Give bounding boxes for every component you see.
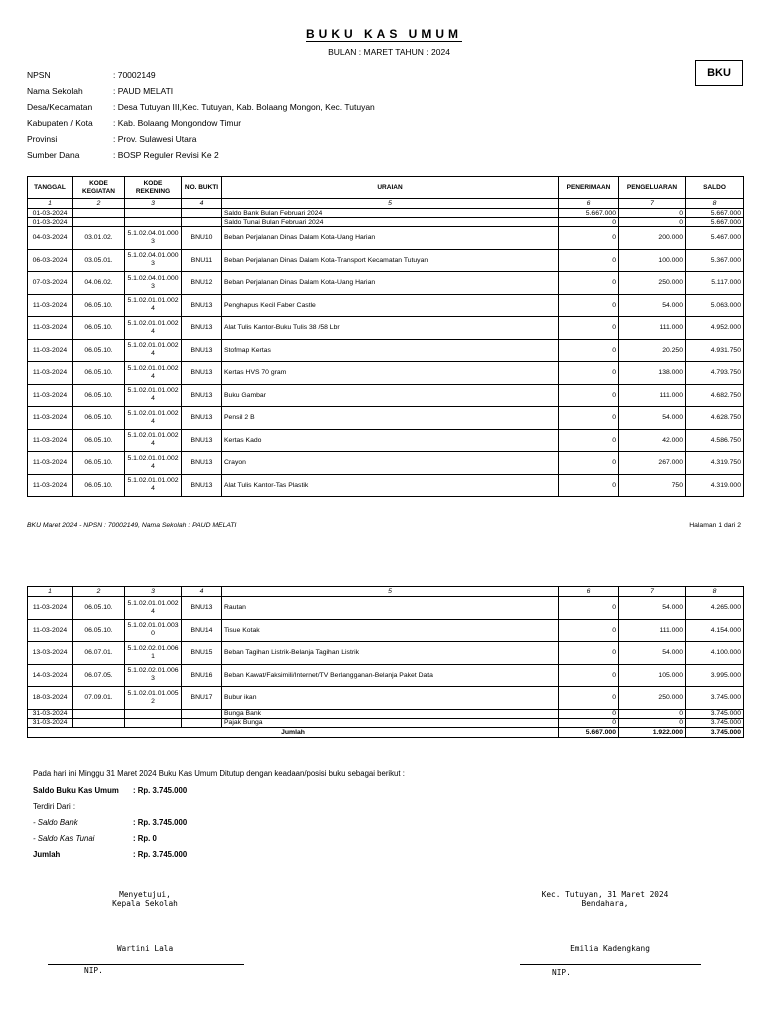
- cell-kode-rekening: 5.1.02.04.01.0003: [125, 227, 182, 250]
- cell-penerimaan: 0: [559, 362, 619, 385]
- cell-saldo: 5.467.000: [686, 227, 744, 250]
- cell-kode-rekening: 5.1.02.01.01.0024: [125, 407, 182, 430]
- cell-penerimaan: 0: [559, 597, 619, 620]
- col-header-uraian: URAIAN: [222, 177, 559, 199]
- table-row: [28, 429, 744, 452]
- cell-pengeluaran: 0: [619, 709, 686, 718]
- page-footer-left: BKU Maret 2024 - NPSN : 70002149, Nama Sekolah : PAUD MELATI: [27, 522, 237, 529]
- cell-uraian: Bubur ikan: [222, 687, 559, 710]
- table-row: [28, 209, 744, 218]
- cell-no-bukti: BNU13: [182, 452, 222, 475]
- cell-uraian: Stofmap Kertas: [222, 339, 559, 362]
- cell-pengeluaran: 0: [619, 218, 686, 227]
- cell-pengeluaran: 250.000: [619, 272, 686, 295]
- cell-kode-kegiatan: 06.05.10.: [73, 407, 125, 430]
- cell-saldo: 4.319.000: [686, 474, 744, 497]
- cell-no-bukti: BNU10: [182, 227, 222, 250]
- info-label: Nama Sekolah: [27, 86, 83, 96]
- cell-saldo: 4.265.000: [686, 597, 744, 620]
- info-label: Kabupaten / Kota: [27, 118, 93, 128]
- cell-kode-rekening: [125, 209, 182, 218]
- cell-saldo: 3.995.000: [686, 664, 744, 687]
- cell-penerimaan: 0: [559, 249, 619, 272]
- cell-tanggal: 11-03-2024: [28, 384, 73, 407]
- cell-penerimaan: 0: [559, 218, 619, 227]
- signature-line-left: [48, 964, 244, 965]
- cell-penerimaan: 0: [559, 294, 619, 317]
- cell-kode-kegiatan: 04.06.02.: [73, 272, 125, 295]
- cell-penerimaan: 0: [559, 687, 619, 710]
- cell-pengeluaran: 42.000: [619, 429, 686, 452]
- table-row: [28, 597, 744, 620]
- info-value: : Prov. Sulawesi Utara: [113, 134, 197, 144]
- cell-pengeluaran: 20.250: [619, 339, 686, 362]
- cell-kode-kegiatan: 06.05.10.: [73, 597, 125, 620]
- cell-saldo: 4.586.750: [686, 429, 744, 452]
- cell-kode-rekening: [125, 718, 182, 727]
- cell-no-bukti: BNU13: [182, 384, 222, 407]
- cell-pengeluaran: 105.000: [619, 664, 686, 687]
- cell-kode-rekening: 5.1.02.01.01.0024: [125, 452, 182, 475]
- cell-kode-kegiatan: 06.05.10.: [73, 362, 125, 385]
- cell-uraian: Kertas Kado: [222, 429, 559, 452]
- cell-tanggal: 11-03-2024: [28, 597, 73, 620]
- saldo-tunai-value: : Rp. 0: [133, 834, 157, 843]
- bku-badge: BKU: [695, 60, 743, 86]
- closing-statement: Pada hari ini Minggu 31 Maret 2024 Buku Kas Umum Ditutup dengan keadaan/posisi buku sebagai berikut :: [33, 769, 405, 778]
- cell-kode-kegiatan: 06.05.10.: [73, 339, 125, 362]
- cell-saldo: 3.745.000: [686, 718, 744, 727]
- cell-kode-kegiatan: 06.07.05.: [73, 664, 125, 687]
- cell-tanggal: 11-03-2024: [28, 619, 73, 642]
- col-header-kode-rekening: KODE REKENING: [125, 177, 182, 199]
- table-row: [28, 452, 744, 475]
- cell-saldo: 4.319.750: [686, 452, 744, 475]
- ledger-table-page-1: [27, 176, 744, 497]
- cell-kode-rekening: 5.1.02.02.01.0063: [125, 664, 182, 687]
- cell-no-bukti: BNU13: [182, 407, 222, 430]
- cell-saldo: 4.154.000: [686, 619, 744, 642]
- cell-saldo: 5.367.000: [686, 249, 744, 272]
- cell-uraian: Beban Kawat/Faksimili/Internet/TV Berlangganan-Belanja Paket Data: [222, 664, 559, 687]
- cell-saldo: 5.063.000: [686, 294, 744, 317]
- cell-no-bukti: BNU13: [182, 474, 222, 497]
- cell-saldo: 4.793.750: [686, 362, 744, 385]
- total-penerimaan: 5.667.000: [559, 727, 619, 737]
- cell-kode-rekening: 5.1.02.01.01.0024: [125, 362, 182, 385]
- table-row: [28, 407, 744, 430]
- cell-no-bukti: BNU13: [182, 339, 222, 362]
- approval-title: Kepala Sekolah: [112, 899, 178, 908]
- cell-saldo: 4.682.750: [686, 384, 744, 407]
- cell-penerimaan: 0: [559, 664, 619, 687]
- saldo-bku-value: : Rp. 3.745.000: [133, 786, 188, 795]
- cell-penerimaan: 0: [559, 429, 619, 452]
- cell-penerimaan: 0: [559, 407, 619, 430]
- table-row: [28, 664, 744, 687]
- table-row: [28, 619, 744, 642]
- total-label: Jumlah: [28, 727, 559, 737]
- cell-tanggal: 01-03-2024: [28, 218, 73, 227]
- cell-saldo: 5.117.000: [686, 272, 744, 295]
- ledger-table-page-2: [27, 586, 744, 738]
- column-number-row: 1 2 3 4 5 6 7 8: [28, 587, 744, 597]
- cell-tanggal: 31-03-2024: [28, 709, 73, 718]
- cell-penerimaan: 0: [559, 642, 619, 665]
- cell-penerimaan: 0: [559, 317, 619, 340]
- table-row: [28, 294, 744, 317]
- cell-kode-kegiatan: 06.05.10.: [73, 452, 125, 475]
- table-row: [28, 218, 744, 227]
- treasurer-title: Bendahara,: [581, 899, 629, 908]
- cell-uraian: Pajak Bunga: [222, 718, 559, 727]
- cell-uraian: Kertas HVS 70 gram: [222, 362, 559, 385]
- col-header-tanggal: TANGGAL: [28, 177, 73, 199]
- cell-kode-kegiatan: 07.09.01.: [73, 687, 125, 710]
- cell-saldo: 4.952.000: [686, 317, 744, 340]
- cell-no-bukti: [182, 718, 222, 727]
- table-row: [28, 474, 744, 497]
- cell-uraian: Alat Tulis Kantor-Tas Plastik: [222, 474, 559, 497]
- cell-pengeluaran: 200.000: [619, 227, 686, 250]
- cell-penerimaan: 0: [559, 452, 619, 475]
- table-row: [28, 249, 744, 272]
- info-label: Sumber Dana: [27, 150, 80, 160]
- cell-saldo: 4.628.750: [686, 407, 744, 430]
- cell-kode-rekening: 5.1.02.04.01.0003: [125, 272, 182, 295]
- cell-no-bukti: BNU13: [182, 597, 222, 620]
- info-value: : Kab. Bolaang Mongondow Timur: [113, 118, 242, 128]
- saldo-bank-label: - Saldo Bank: [33, 818, 78, 827]
- cell-kode-rekening: 5.1.02.01.01.0024: [125, 294, 182, 317]
- table-row: [28, 339, 744, 362]
- approval-label: Menyetujui,: [119, 890, 171, 899]
- cell-penerimaan: 0: [559, 339, 619, 362]
- cell-kode-kegiatan: [73, 718, 125, 727]
- cell-no-bukti: BNU16: [182, 664, 222, 687]
- info-label: Desa/Kecamatan: [27, 102, 93, 112]
- cell-penerimaan: 0: [559, 272, 619, 295]
- cell-kode-kegiatan: 06.05.10.: [73, 474, 125, 497]
- info-value: : 70002149: [113, 70, 156, 80]
- cell-tanggal: 11-03-2024: [28, 362, 73, 385]
- cell-tanggal: 11-03-2024: [28, 339, 73, 362]
- cell-tanggal: 13-03-2024: [28, 642, 73, 665]
- cell-penerimaan: 0: [559, 709, 619, 718]
- cell-no-bukti: BNU13: [182, 294, 222, 317]
- cell-no-bukti: BNU13: [182, 317, 222, 340]
- cell-tanggal: 07-03-2024: [28, 272, 73, 295]
- cell-kode-kegiatan: [73, 709, 125, 718]
- total-row: [28, 727, 744, 737]
- treasurer-block: [530, 890, 680, 908]
- col-header-pengeluaran: PENGELUARAN: [619, 177, 686, 199]
- cell-uraian: Beban Perjalanan Dinas Dalam Kota-Uang Harian: [222, 272, 559, 295]
- cell-kode-rekening: [125, 218, 182, 227]
- cell-saldo: 4.931.750: [686, 339, 744, 362]
- cell-kode-kegiatan: 06.05.10.: [73, 317, 125, 340]
- cell-uraian: Alat Tulis Kantor-Buku Tulis 38 /58 Lbr: [222, 317, 559, 340]
- cell-uraian: Buku Gambar: [222, 384, 559, 407]
- cell-penerimaan: 0: [559, 384, 619, 407]
- cell-uraian: Beban Tagihan Listrik-Belanja Tagihan Listrik: [222, 642, 559, 665]
- cell-penerimaan: 0: [559, 718, 619, 727]
- jumlah-value: : Rp. 3.745.000: [133, 850, 188, 859]
- cell-uraian: Bunga Bank: [222, 709, 559, 718]
- cell-kode-rekening: 5.1.02.01.01.0052: [125, 687, 182, 710]
- total-saldo: 3.745.000: [686, 727, 744, 737]
- cell-saldo: 3.745.000: [686, 687, 744, 710]
- headmaster-name: Wartini Lala: [116, 944, 174, 953]
- col-header-no-bukti: NO. BUKTI: [182, 177, 222, 199]
- page-footer-right: Halaman 1 dari 2: [689, 522, 741, 529]
- cell-kode-kegiatan: 03.05.01.: [73, 249, 125, 272]
- cell-pengeluaran: 54.000: [619, 597, 686, 620]
- cell-tanggal: 31-03-2024: [28, 718, 73, 727]
- table-row: [28, 317, 744, 340]
- cell-no-bukti: BNU13: [182, 429, 222, 452]
- cell-pengeluaran: 111.000: [619, 619, 686, 642]
- cell-kode-kegiatan: 06.05.10.: [73, 619, 125, 642]
- cell-kode-kegiatan: 06.05.10.: [73, 429, 125, 452]
- cell-tanggal: 11-03-2024: [28, 317, 73, 340]
- table-row: [28, 272, 744, 295]
- cell-no-bukti: BNU14: [182, 619, 222, 642]
- cell-kode-kegiatan: 03.01.02.: [73, 227, 125, 250]
- cell-no-bukti: BNU15: [182, 642, 222, 665]
- cell-uraian: Tisue Kotak: [222, 619, 559, 642]
- cell-pengeluaran: 54.000: [619, 294, 686, 317]
- cell-tanggal: 11-03-2024: [28, 294, 73, 317]
- cell-kode-rekening: 5.1.02.02.01.0061: [125, 642, 182, 665]
- table-row: [28, 687, 744, 710]
- cell-uraian: Pensil 2 B: [222, 407, 559, 430]
- cell-tanggal: 11-03-2024: [28, 407, 73, 430]
- info-value: : PAUD MELATI: [113, 86, 174, 96]
- place-date: Kec. Tutuyan, 31 Maret 2024: [541, 890, 669, 899]
- cell-tanggal: 14-03-2024: [28, 664, 73, 687]
- cell-pengeluaran: 0: [619, 209, 686, 218]
- table-row: [28, 709, 744, 718]
- cell-no-bukti: [182, 209, 222, 218]
- cell-no-bukti: BNU11: [182, 249, 222, 272]
- cell-pengeluaran: 54.000: [619, 642, 686, 665]
- cell-uraian: Crayon: [222, 452, 559, 475]
- cell-kode-rekening: 5.1.02.01.01.0024: [125, 317, 182, 340]
- cell-pengeluaran: 54.000: [619, 407, 686, 430]
- cell-kode-rekening: 5.1.02.01.01.0024: [125, 429, 182, 452]
- document-title: BUKU KAS UMUM: [306, 27, 462, 41]
- col-header-saldo: SALDO: [686, 177, 744, 199]
- cell-pengeluaran: 111.000: [619, 317, 686, 340]
- cell-uraian: Saldo Bank Bulan Februari 2024: [222, 209, 559, 218]
- table-row: [28, 384, 744, 407]
- cell-kode-rekening: 5.1.02.01.01.0024: [125, 597, 182, 620]
- cell-penerimaan: 5.667.000: [559, 209, 619, 218]
- signature-line-right: [520, 964, 701, 965]
- cell-no-bukti: [182, 218, 222, 227]
- cell-kode-rekening: 5.1.02.01.01.0024: [125, 384, 182, 407]
- cell-kode-kegiatan: [73, 209, 125, 218]
- cell-kode-rekening: 5.1.02.01.01.0030: [125, 619, 182, 642]
- cell-pengeluaran: 267.000: [619, 452, 686, 475]
- cell-saldo: 5.667.000: [686, 209, 744, 218]
- info-label: NPSN: [27, 70, 51, 80]
- cell-pengeluaran: 250.000: [619, 687, 686, 710]
- col-header-penerimaan: PENERIMAAN: [559, 177, 619, 199]
- cell-tanggal: 01-03-2024: [28, 209, 73, 218]
- info-value: : BOSP Reguler Revisi Ke 2: [113, 150, 219, 160]
- cell-kode-kegiatan: 06.05.10.: [73, 294, 125, 317]
- cell-tanggal: 04-03-2024: [28, 227, 73, 250]
- cell-uraian: Saldo Tunai Bulan Februari 2024: [222, 218, 559, 227]
- cell-penerimaan: 0: [559, 227, 619, 250]
- cell-uraian: Penghapus Kecil Faber Castle: [222, 294, 559, 317]
- cell-kode-rekening: [125, 709, 182, 718]
- cell-saldo: 4.100.000: [686, 642, 744, 665]
- cell-kode-rekening: 5.1.02.04.01.0003: [125, 249, 182, 272]
- cell-tanggal: 06-03-2024: [28, 249, 73, 272]
- cell-saldo: 3.745.000: [686, 709, 744, 718]
- table-row: [28, 642, 744, 665]
- cell-no-bukti: BNU12: [182, 272, 222, 295]
- col-header-kode-kegiatan: KODE KEGIATAN: [73, 177, 125, 199]
- cell-kode-rekening: 5.1.02.01.01.0024: [125, 474, 182, 497]
- cell-penerimaan: 0: [559, 474, 619, 497]
- cell-saldo: 5.667.000: [686, 218, 744, 227]
- headmaster-nip: NIP.: [84, 966, 103, 975]
- cell-tanggal: 11-03-2024: [28, 474, 73, 497]
- cell-uraian: Rautan: [222, 597, 559, 620]
- cell-kode-kegiatan: 06.05.10.: [73, 384, 125, 407]
- saldo-bank-value: : Rp. 3.745.000: [133, 818, 188, 827]
- cell-kode-kegiatan: 06.07.01.: [73, 642, 125, 665]
- cell-penerimaan: 0: [559, 619, 619, 642]
- jumlah-label: Jumlah: [33, 850, 61, 859]
- document-subtitle: BULAN : MARET TAHUN : 2024: [328, 47, 450, 57]
- treasurer-nip: NIP.: [552, 968, 571, 977]
- cell-no-bukti: [182, 709, 222, 718]
- total-pengeluaran: 1.922.000: [619, 727, 686, 737]
- cell-uraian: Beban Perjalanan Dinas Dalam Kota-Transport Kecamatan Tutuyan: [222, 249, 559, 272]
- cell-tanggal: 11-03-2024: [28, 429, 73, 452]
- cell-pengeluaran: 138.000: [619, 362, 686, 385]
- cell-kode-rekening: 5.1.02.01.01.0024: [125, 339, 182, 362]
- cell-pengeluaran: 0: [619, 718, 686, 727]
- cell-tanggal: 18-03-2024: [28, 687, 73, 710]
- cell-pengeluaran: 100.000: [619, 249, 686, 272]
- cell-pengeluaran: 111.000: [619, 384, 686, 407]
- cell-pengeluaran: 750: [619, 474, 686, 497]
- treasurer-name: Emilia Kadengkang: [570, 944, 650, 953]
- approval-block: [95, 890, 195, 908]
- saldo-bku-label: Saldo Buku Kas Umum: [33, 786, 119, 795]
- info-label: Provinsi: [27, 134, 58, 144]
- column-number-row: 1 2 3 4 5 6 7 8: [28, 199, 744, 209]
- info-value: : Desa Tutuyan III,Kec. Tutuyan, Kab. Bolaang Mongon, Kec. Tutuyan: [113, 102, 375, 112]
- cell-kode-kegiatan: [73, 218, 125, 227]
- table-row: [28, 227, 744, 250]
- cell-uraian: Beban Perjalanan Dinas Dalam Kota-Uang Harian: [222, 227, 559, 250]
- table-row: [28, 718, 744, 727]
- saldo-tunai-label: - Saldo Kas Tunai: [33, 834, 95, 843]
- cell-tanggal: 11-03-2024: [28, 452, 73, 475]
- cell-no-bukti: BNU13: [182, 362, 222, 385]
- table-row: [28, 362, 744, 385]
- cell-no-bukti: BNU17: [182, 687, 222, 710]
